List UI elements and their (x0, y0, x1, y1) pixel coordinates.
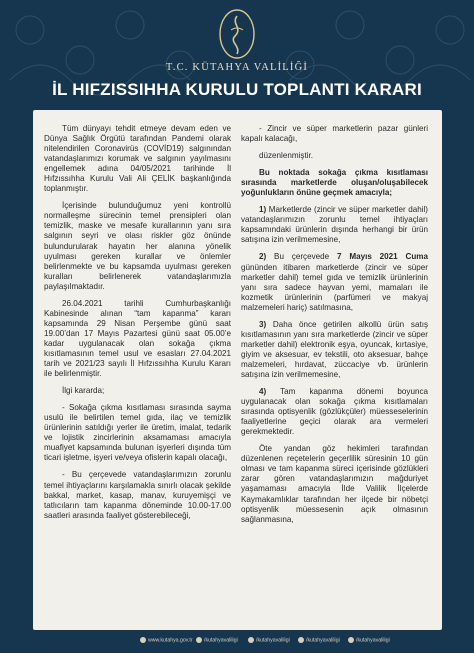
page-title: İL HIFZISSIHHA KURULU TOPLANTI KARARI (52, 80, 422, 99)
item-text: Tam kapanma dönemi boyunca uygulanacak olan sokağa çıkma kısıtlamaları sırasında optisyenlik (gözlükçüler) müesseselerinin faaliyetlerine geçici olarak ara vermeleri gerekmektedir. (241, 387, 428, 437)
item-text: gününden itibaren marketlerde (zincir ve süper marketler dahil) temel gıda ve temizlik ürünlerinin yanı sıra sadece hayvan yemi, mamaları ile kozmetik ürünlerinin (parfümeri ve makyaj malzemeleri hariç) satılmasına, (241, 262, 428, 312)
paragraph: - Zincir ve süper marketlerin pazar günleri kapalı kalacağı, (241, 124, 428, 144)
tughra-emblem-icon (217, 8, 257, 60)
twitter-icon (248, 637, 254, 643)
right-column (241, 124, 428, 532)
footer (0, 634, 474, 648)
highlight-paragraph: Bu noktada sokağa çıkma kısıtlaması sırasında marketlerde oluşan/oluşabilecek yoğunlukların önüne geçmek amacıyla; (241, 168, 428, 198)
globe-icon (140, 637, 146, 643)
item-number: 1) (259, 205, 267, 215)
item-number: 3) (259, 319, 267, 329)
numbered-item-2 (241, 252, 428, 312)
item-text: Daha önce getirilen alkollü ürün satış kısıtlamasının yanı sıra marketlerde (zincir ve süper marketler dahil) elektronik eşya, oyuncak, kırtasiye, giyim ve aksesuar, ev tekstili, oto aksesuar, bahçe malzemeleri, hırdavat, züccaciye vb. ürünlerin satışına izin verilmemesine, (241, 319, 428, 379)
facebook-link[interactable]: /kutahyavaliligi (196, 637, 238, 643)
paragraph: İlgi kararda; (62, 386, 105, 396)
left-column (44, 124, 231, 528)
paragraph: - Sokağa çıkma kısıtlaması sırasında sayma usulü ile belirtilen temel gıda, ilaç ve temizlik ürünlerinin satıldığı yerler ile üretim, imalat, tedarik ve lojistik zincirlerinin aksamaması amacıyla muafiyet kapsamında bulunan işyerleri dışında tüm ticari işletme, işyeri ve/veya ofislerin kapalı olacağı, (44, 403, 231, 463)
facebook-icon (196, 637, 202, 643)
website-link[interactable]: www.kutahya.gov.tr (140, 637, 193, 643)
youtube-link[interactable]: /kutahyavaliligi (348, 637, 390, 643)
org-name: T.C. KÜTAHYA VALİLİĞİ (165, 62, 309, 73)
paragraph: - Bu çerçevede vatandaşlarımızın zorunlu temel ihtiyaçlarını karşılamakla sınırlı olacak şekilde bakkal, market, kasap, manav, kuruyemişçi ve tatlıcıların tam kapanma döneminde 10.00-17.00 saatleri arasında faaliyet gösterebileceği, (44, 470, 231, 520)
item-number: 2) (259, 252, 267, 262)
paragraph: 26.04.2021 tarihli Cumhurbaşkanlığı Kabinesinde alınan “tam kapanma” kararı kapsamında 29 Nisan Perşembe günü saat 19.00’dan 17 Mayıs Pazartesi günü saat 05.00’e kadar uygulanacak olan sokağa çıkma kısıtlamasının temel usul ve esasları 27.04.2021 tarih ve 2021/23 sayılı İl Hıfzıssıhha Kurulu Kararı ile belirlenmiştir. (44, 298, 231, 379)
instagram-icon (298, 637, 304, 643)
header (0, 0, 474, 100)
numbered-item-3 (241, 320, 428, 380)
item-date: 7 Mayıs 2021 Cuma (336, 252, 428, 262)
numbered-item-4 (241, 387, 428, 437)
paragraph: Öte yandan göz hekimleri tarafından düzenlenen reçetelerin geçerlilik süresinin 10 gün olması ve tam kapanma süreci içerisinde gözlükleri zarar gören vatandaşlarımızın mağduriyet yaşamaması amacıyla İlde Valilik İlçelerde Kaymakamlıklar tarafından her ilçede bir nöbetçi optisyenlik müessesenin açık olmasının sağlanmasına, (241, 444, 428, 524)
item-text: Bu çerçevede (274, 252, 330, 262)
numbered-item-1 (241, 205, 428, 245)
item-number: 4) (259, 387, 267, 397)
item-text: Marketlerde (zincir ve süper marketler dahil) vatandaşlarımızın zorunlu temel ihtiyaçları kapsamındaki ürünlerin dışında herhangi bir ürün satışına izin verilmemesine, (241, 205, 428, 245)
youtube-icon (348, 637, 354, 643)
paragraph: düzenlenmiştir. (259, 151, 313, 161)
paragraph: İçerisinde bulunduğumuz yeni kontrollü normalleşme sürecinin temel prensipleri olan temizlik, maske ve mesafe kurallarının yanı sıra salgının seyri ve olası riskler göz önünde bulundurularak hayatın her alanına yönelik uyulması gereken kurallar ve önlemler belirlenmekte ve bu kapsamda uyulması gereken kuralları belirlenerek vatandaşlarımızla paylaşılmaktadır. (44, 201, 231, 291)
instagram-link[interactable]: /kutahyavaliligi (298, 637, 340, 643)
paragraph: Tüm dünyayı tehdit etmeye devam eden ve Dünya Sağlık Örgütü tarafından Pandemi olarak nitelendirilen Coronavirüs (COVİD19) salgınından vatandaşlarımızı korumak ve salgının yayılmasını engellemek adına 04/05/2021 tarihinde İl Hıfzıssıhha Kurulu Vali Ali ÇELİK başkanlığında toplanmıştır. (44, 124, 231, 194)
twitter-link[interactable]: /kutahyavaliligi (248, 637, 290, 643)
